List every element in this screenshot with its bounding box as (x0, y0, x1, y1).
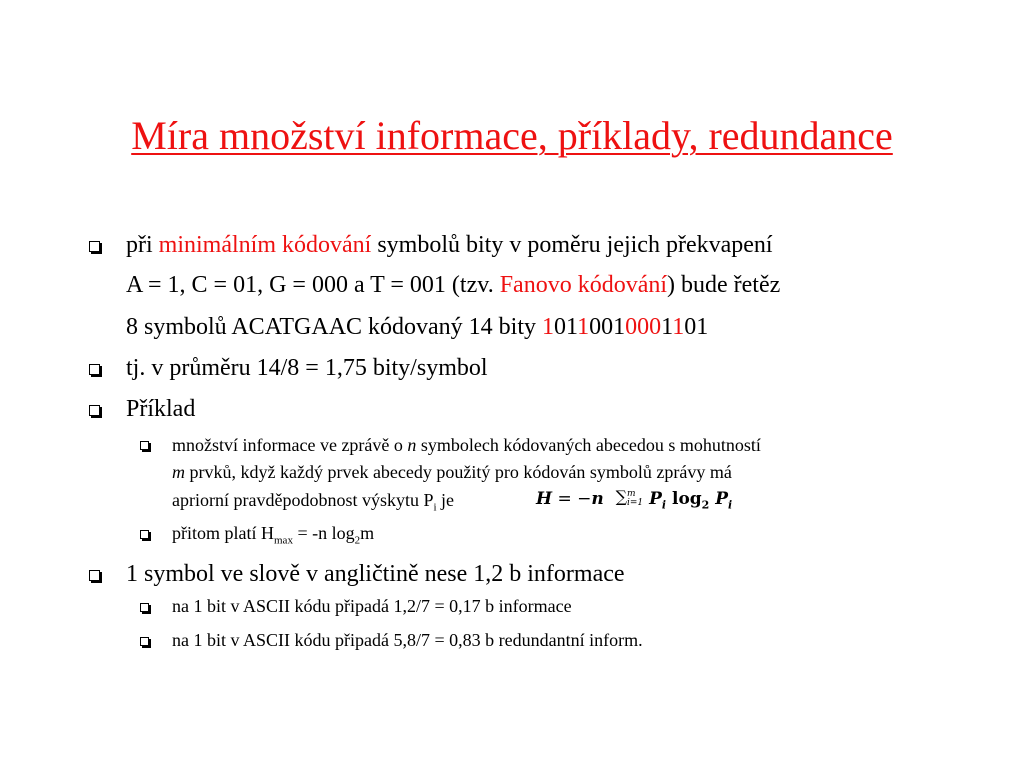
square-bullet-icon (140, 603, 149, 612)
highlight-fano-coding: Fanovo kódování (499, 272, 668, 298)
slide-title: Míra množství informace, příklady, redundance (131, 113, 893, 158)
square-bullet-icon (89, 364, 100, 375)
square-bullet-icon (140, 441, 149, 450)
code-part: 1 (672, 314, 685, 340)
bullet-minimal-coding: při minimálním kódování symbolů bity v poměru jejich překvapení (126, 232, 773, 258)
entropy-formula: H = −n ∑m i=1 $P_i$ $\log_2 P_i$ (536, 487, 733, 512)
square-bullet-icon (89, 405, 100, 416)
square-bullet-icon (89, 570, 100, 581)
code-part: 1 (577, 314, 590, 340)
sub-bullet-information-line2: m prvků, když každý prvek abecedy použitý pro kódován symbolů zprávy má (172, 462, 732, 482)
bullet-english-symbol: 1 symbol ve slově v angličtině nese 1,2 b informace (126, 561, 625, 587)
square-bullet-icon (140, 530, 149, 539)
square-bullet-icon (89, 241, 100, 252)
sub-bullet-hmax: přitom platí $H_{max} = -n$ $\log_2m$ (172, 523, 375, 547)
code-part: 000 (625, 314, 662, 340)
sum-symbol: ∑ (615, 487, 627, 506)
code-part: 01 (684, 314, 709, 340)
bullet-fano-line: A = 1, C = 01, G = 000 a T = 001 (tzv. Fanovo kódování) bude řetěz (126, 272, 781, 298)
sub-bullet-information-line3: apriorní pravděpodobnost výskytu $P_i$ je (172, 490, 455, 514)
code-part: 001 (589, 314, 626, 340)
code-part: 01 (554, 314, 578, 340)
code-part: 1 (542, 314, 555, 340)
bullet-average: tj. v průměru 14/8 = 1,75 bity/symbol (126, 355, 488, 381)
highlight-minimal-coding: minimálním kódování (158, 232, 372, 258)
bullet-code-string: 8 symbolů ACATGAAC kódovaný 14 bity 10110010001101 (126, 314, 709, 340)
bullet-example: Příklad (126, 396, 196, 422)
square-bullet-icon (140, 637, 149, 646)
sub-bullet-ascii-redundancy: na 1 bit v ASCII kódu připadá 5,8/7 = 0,83 b redundantní inform. (172, 630, 643, 650)
code-part: 1 (661, 314, 673, 340)
sub-bullet-information-line1: množství informace ve zprávě o n symbolech kódovaných abecedou s mohutností (172, 435, 761, 455)
sub-bullet-ascii-information: na 1 bit v ASCII kódu připadá 1,2/7 = 0,17 b informace (172, 596, 572, 616)
